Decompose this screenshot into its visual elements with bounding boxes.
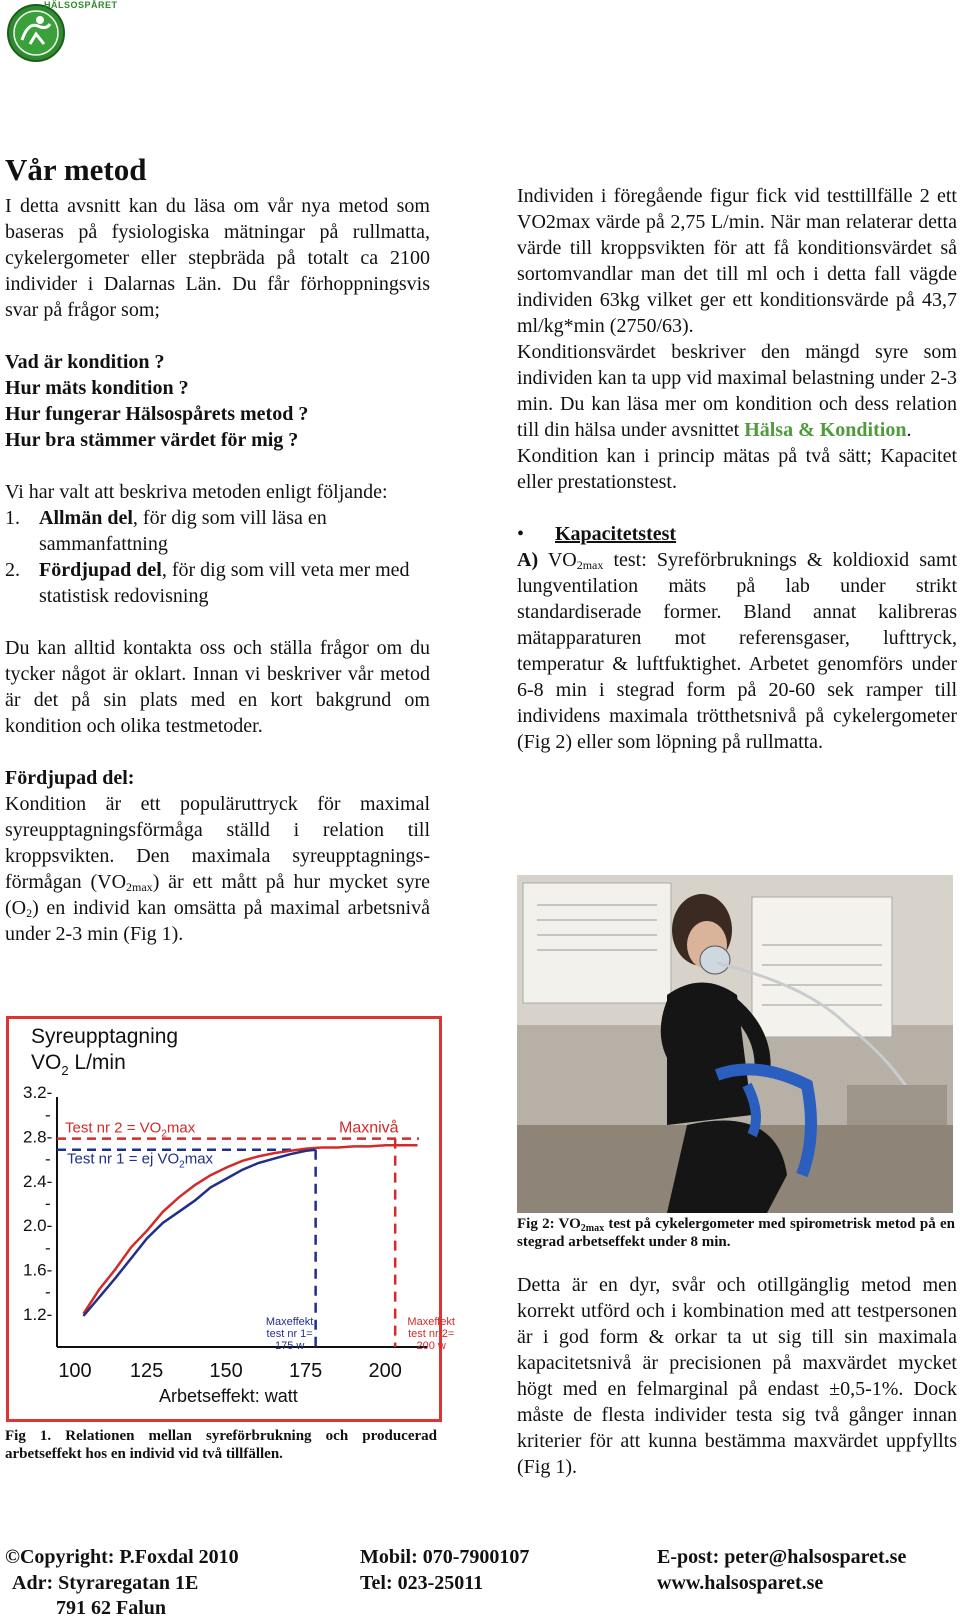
kapacitetstest-paragraph: A) $VO_{2max}$ test: Syreförbruknings & koldioxid samt lungventilation mäts på lab under strikt standardiserade former. Bland annat kalibreras mätapparaturen mot referensgaser, lufttryck, temperatur & luftfuktighet. Arbetet genomförs under 6-8 min i stegrad form på 20-60 sek ramper till individens maximala trötthetsnivå på cykelergometer (Fig 2) eller som löpning på rullmatta. bbox=[517, 549, 957, 753]
label-maxeffekt-1: 175 w bbox=[274, 1340, 305, 1352]
label-maxeffekt-2: 200 w bbox=[416, 1340, 446, 1352]
deep-heading: Fördjupad del: bbox=[5, 767, 135, 789]
footer-city: 791 62 Falun bbox=[56, 1597, 167, 1619]
page-title: Vår metod bbox=[5, 152, 147, 187]
footer-mobile: Mobil: 070-7900107 bbox=[360, 1546, 530, 1568]
y-minor-tick: - bbox=[45, 1193, 51, 1213]
list-item: 1. Allmän del, för dig som vill läsa en sammanfattning bbox=[5, 507, 327, 555]
y-tick-label: 1.6- bbox=[23, 1260, 53, 1280]
vo2max-paragraph: Individen i föregående figur fick vid testtillfälle 2 ett VO2max värde på 2,75 L/min. När man relaterar detta värde till kroppsvikten för att få konditionsvärdet så sortomvandlar man det till ml och i detta fall vägde individen 63kg vilket ger ett konditionsvärde på 43,7 ml/kg*min (2750/63). bbox=[517, 185, 957, 337]
label-maxeffekt-2: test nr 2= bbox=[408, 1328, 455, 1340]
left-column bbox=[5, 193, 430, 947]
x-tick-label: 150 bbox=[209, 1360, 243, 1382]
label-maxniva: Maxnivå bbox=[339, 1119, 399, 1137]
series-test2-line bbox=[83, 1145, 417, 1314]
x-tick-label: 200 bbox=[368, 1360, 402, 1382]
y-minor-tick: - bbox=[45, 1282, 51, 1302]
x-tick-label: 100 bbox=[58, 1360, 92, 1382]
footer-email[interactable]: E-post: peter@halsosparet.se bbox=[657, 1546, 907, 1568]
contact-paragraph: Du kan alltid kontakta oss och ställa frågor om du tycker något är oklart. Innan vi beskriver vår metod är det på sin plats med en kort bakgrund om kondition och olika testmetoder. bbox=[5, 637, 430, 737]
y-tick-label: 1.2- bbox=[23, 1304, 53, 1324]
label-test1: Test nr 1 = ej $VO_2\max$ bbox=[67, 1150, 214, 1171]
y-minor-tick: - bbox=[45, 1149, 51, 1169]
fitness-paragraph: Konditionsvärdet beskriver den mängd syre som individen kan ta upp vid maximal belastning under 2-3 min. Du kan läsa mer om kondition och dess relation till din hälsa under avsnittet Hälsa & Kondition. bbox=[517, 341, 957, 441]
y-minor-tick: - bbox=[45, 1105, 51, 1125]
footer-copyright: ©Copyright: P.Foxdal 2010 bbox=[5, 1546, 239, 1568]
footer-website[interactable]: www.halsosparet.se bbox=[657, 1572, 824, 1594]
cycle-ergometer-photo bbox=[517, 875, 953, 1213]
right-column bbox=[517, 183, 957, 755]
x-tick-label: 125 bbox=[129, 1360, 164, 1382]
y-tick-label: 3.2- bbox=[23, 1083, 53, 1103]
figure-2-caption: Fig 2: $VO_{2max}$ test på cykelergometer med spirometrisk metod på en stegrad arbetseffekt under 8 min. bbox=[517, 1216, 955, 1250]
y-tick-label: 2.8- bbox=[23, 1127, 53, 1147]
intro-paragraph: I detta avsnitt kan du läsa om vår nya metod som baseras på fysiologiska mätningar på rullmatta, cykelergometer eller stepbräda på totalt ca 2100 individer i Dalarnas Län. Du får förhoppningsvis svar på frågor som; bbox=[5, 195, 430, 321]
series-test1-line bbox=[83, 1150, 315, 1316]
y-tick-label: 2.4- bbox=[23, 1171, 53, 1191]
figure-1-chart bbox=[6, 1016, 455, 1422]
x-tick-label: 175 bbox=[288, 1360, 323, 1382]
question-item: Hur fungerar Hälsospårets metod ? bbox=[5, 403, 309, 425]
kapacitetstest-heading: • Kapacitetstest bbox=[517, 523, 677, 545]
deep-paragraph: Kondition är ett populäruttryck för maximal syreupptagningsförmåga ställd i relation till kroppsvikten. Den maximala syreupptagnings-förmågan $(VO_{2max})$ är ett mått på hur mycket syre $(O_2)$ en individ kan omsätta på maximal arbetsnivå under 2-3 min (Fig 1). bbox=[5, 793, 430, 945]
precision-paragraph-block bbox=[517, 1272, 957, 1480]
halsa-kondition-link[interactable]: Hälsa & Kondition bbox=[744, 419, 907, 441]
question-item: Vad är kondition ? bbox=[5, 351, 165, 373]
chart-title: Syreupptagning bbox=[31, 1025, 179, 1048]
footer-address: Adr: Styraregatan 1E bbox=[12, 1572, 199, 1594]
logo-text: HÄLSOSPÅRET bbox=[44, 0, 118, 10]
measure-paragraph: Kondition kan i princip mätas på två sätt; Kapacitet eller prestationstest. bbox=[517, 445, 957, 493]
label-maxeffekt-1: Maxeffekt bbox=[265, 1316, 314, 1328]
chart-y-unit: $VO_2$ L/min bbox=[31, 1051, 126, 1078]
label-test2: Test nr $2 = VO_2\max$ bbox=[65, 1119, 196, 1140]
label-maxeffekt-1: test nr 1= bbox=[266, 1328, 313, 1340]
question-item: Hur mäts kondition ? bbox=[5, 377, 189, 399]
question-item: Hur bra stämmer värdet för mig ? bbox=[5, 429, 299, 451]
method-intro: Vi har valt att beskriva metoden enligt följande: bbox=[5, 481, 388, 503]
question-list bbox=[5, 349, 430, 453]
list-item: 2. Fördjupad del, för dig som vill veta mer med statistisk redovisning bbox=[5, 559, 410, 607]
precision-paragraph: Detta är en dyr, svår och otillgänglig metod men korrekt utförd och i kombination med att testpersonen är i god form & orkar ta ut sig till sin maximala kapacitetsnivå är precisionen på maxvärdet mycket högt med en felmarginal på endast ±0,5-1%. Dock måste de flesta individer testa sig två gånger innan kriterier för att kunna bestämma maxvärdet uppfyllts (Fig 1). bbox=[517, 1274, 957, 1478]
chart-x-label: Arbetseffekt: watt bbox=[159, 1386, 298, 1406]
label-maxeffekt-2: Maxeffekt bbox=[407, 1316, 455, 1328]
y-minor-tick: - bbox=[45, 1238, 51, 1258]
figure-1-caption: Fig 1. Relationen mellan syreförbrukning och producerad arbetseffekt hos en individ vid två tillfällen. bbox=[5, 1428, 437, 1462]
chart-svg bbox=[9, 1019, 455, 1419]
footer-tel: Tel: 023-25011 bbox=[360, 1572, 484, 1594]
y-tick-label: 2.0- bbox=[23, 1216, 53, 1236]
